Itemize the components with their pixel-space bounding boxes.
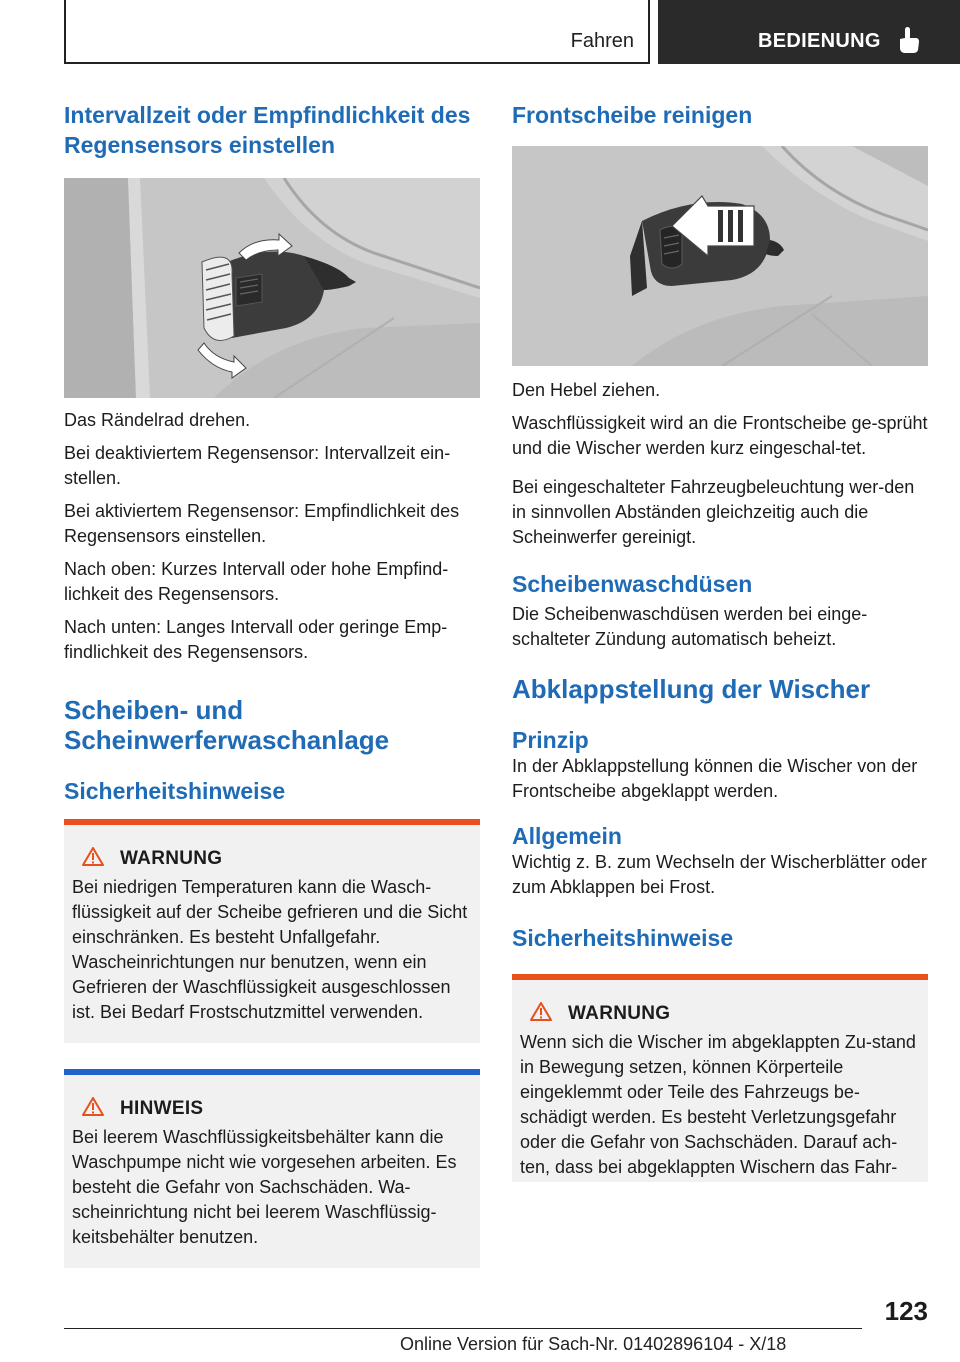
- header-section-tab: [658, 0, 960, 64]
- paragraph: Waschflüssigkeit wird an die Frontscheibe ge-sprüht und die Wischer werden kurz eingeschal-tet.: [512, 413, 928, 458]
- paragraph: Wichtig z. B. zum Wechseln der Wischerblätter oder zum Abklappen bei Frost.: [512, 852, 927, 897]
- paragraph: Den Hebel ziehen.: [512, 380, 661, 400]
- right-column: [512, 100, 928, 1182]
- lever-pull-photo: [512, 146, 928, 366]
- subsection-title-general: Allgemein: [512, 823, 622, 849]
- paragraph: Die Scheibenwaschdüsen werden bei einge-schalteter Zündung automatisch beheizt.: [512, 604, 868, 649]
- section-title-clean: Frontscheibe reinigen: [512, 102, 753, 128]
- paragraph: In der Abklappstellung können die Wischer von der Frontscheibe abgeklappt werden.: [512, 756, 918, 801]
- page-number: 123: [884, 1296, 928, 1326]
- warning-label: WARNUNG: [568, 1003, 671, 1024]
- paragraph: Nach oben: Kurzes Intervall oder hohe Empfind-lichkeit des Regensensors.: [64, 559, 449, 604]
- warning-triangle-icon: [530, 1002, 552, 1026]
- footer-divider: [64, 1328, 862, 1329]
- warning-text: Wenn sich die Wischer im abgeklappten Zu-stand in Bewegung setzen, können Körperteile eingeklemmt oder Teile des Fahrzeugs be-schädigt werden. Es besteht Verletzungsgefahr oder die Gefahr von Sachschäden. Darauf ach-ten, dass bei abgeklappten Wischern das Fahr-: [520, 1032, 916, 1177]
- section-title-service-position: Abklappstellung der Wischer: [512, 674, 871, 704]
- subsection-title-safety: Sicherheitshinweise: [512, 925, 734, 951]
- subsection-title-nozzles: Scheibenwaschdüsen: [512, 571, 753, 597]
- pointing-hand-icon: [896, 26, 920, 59]
- lever-thumbwheel-photo: [64, 178, 480, 398]
- header-section-label: BEDIENUNG: [758, 30, 881, 52]
- warning-triangle-icon: [82, 1097, 104, 1121]
- paragraph: Das Rändelrad drehen.: [64, 410, 251, 430]
- left-column: [64, 100, 480, 1268]
- warning-triangle-icon: [82, 847, 104, 871]
- hint-box: [64, 1069, 480, 1268]
- paragraph: Nach unten: Langes Intervall oder geringe Emp-findlichkeit des Regensensors.: [64, 617, 448, 662]
- paragraph: Bei aktiviertem Regensensor: Empfindlichkeit des Regensensors einstellen.: [64, 501, 460, 546]
- warning-box: [64, 819, 480, 1043]
- paragraph: Bei deaktiviertem Regensensor: Intervallzeit ein-stellen.: [64, 443, 451, 488]
- footer-online-version: Online Version für Sach-Nr. 01402896104 - X/18: [400, 1334, 787, 1354]
- warning-text: Bei niedrigen Temperaturen kann die Wasch-flüssigkeit auf der Scheibe gefrieren und die Sicht einschränken. Es besteht Unfallgefahr. Wascheinrichtungen nur benutzen, wenn ein Gefrieren der Waschflüssigkeit ausgeschlossen ist. Bei Bedarf Frostschutzmittel verwenden.: [72, 877, 468, 1022]
- warning-box: [512, 974, 928, 1182]
- section-title-interval: Intervallzeit oder Empfindlichkeit des Regensensors einstellen: [64, 102, 471, 158]
- hint-label: HINWEIS: [120, 1098, 204, 1119]
- header-chapter-label: Fahren: [570, 30, 634, 52]
- paragraph: Bei eingeschalteter Fahrzeugbeleuchtung wer-den in sinnvollen Abständen gleichzeitig auch die Scheinwerfer gereinigt.: [512, 477, 915, 547]
- subsection-title-safety: Sicherheitshinweise: [64, 778, 286, 804]
- hint-text: Bei leerem Waschflüssigkeitsbehälter kann die Waschpumpe nicht wie vorgesehen arbeiten. Es besteht die Gefahr von Sachschäden. Wa-scheinrichtung nicht bei leerem Waschflüssig-keitsbehälter benutzen.: [72, 1127, 457, 1247]
- subsection-title-principle: Prinzip: [512, 727, 589, 753]
- warning-label: WARNUNG: [120, 848, 223, 869]
- section-title-washer: Scheiben- und Scheinwerferwaschanlage: [64, 695, 390, 755]
- header-chapter-box: [64, 0, 650, 64]
